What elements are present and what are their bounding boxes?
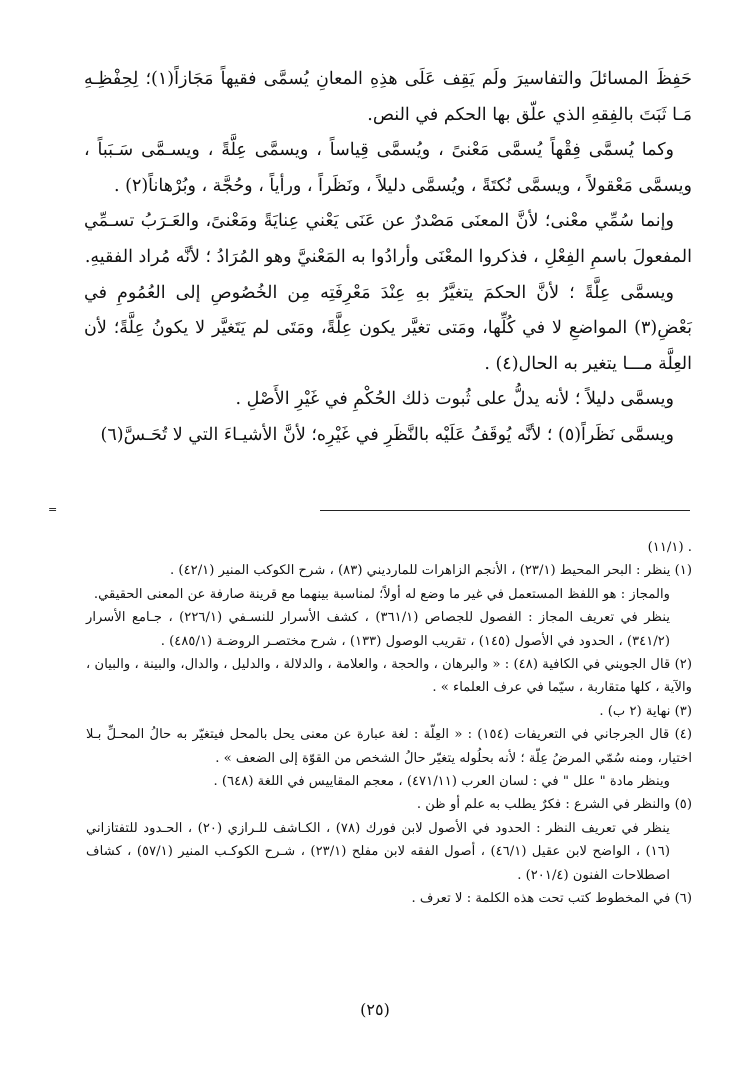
footnote-item: (٣) نهاية (٢ ب) .	[599, 703, 692, 719]
body-paragraph: ويسمَّى دليلاً ؛ لأنه يدلُّ على ثُبوت ذلك الحُكْمِ في غَيْرِ الأَصْلِ .	[235, 389, 674, 410]
footnote-item: . (١١/١)	[647, 540, 692, 555]
footnote-item: ينظر في تعريف النظر : الحدود في الأصول لابن فورك (٧٨) ، الكـاشف للـرازي (٢٠) ، الحـدود للتفتازاني (١٦) ، الواضح لابن عقيل (٤٦/١) ، أصول الفقه لابن مفلح (٢٣/١) ، شـرح الكوكـب المنير (٥٧/١) ، كشاف اصطلاحات الفنون (٢٠١/٤) .	[86, 820, 670, 883]
footnote-item: (٥) والنظر في الشرع : فكرٌ يطلب به علم أو ظن .	[416, 797, 692, 813]
footnote-item: (٦) في المخطوط كتب تحت هذه الكلمة : لا تعرف .	[411, 891, 692, 907]
footnote-item: (١) ينظر : البحر المحيط (٢٣/١) ، الأنجم الزاهرات للمارديني (٨٣) ، شرح الكوكب المنير (٤٢/١) .	[170, 563, 692, 579]
footnote-item: ينظر في تعريف المجاز : الفصول للجصاص (٣٦١/١) ، كشف الأسرار للنسـفي (٢٢٦/١) ، جـامع الأسرار (٣٤١/٢) ، الحدود في الأصول (١٤٥) ، تقريب الوصول (١٣٣) ، شرح مختصـر الروضـة (٤٨٥/١) .	[86, 610, 670, 649]
body-paragraph: وإنما سُمِّي معْنى؛ لأنَّ المعنَى مَصْدرٌ عن عَنَى يَعْني عِنايَةً ومَعْنىً، والعَـرَبُ تسـمِّي المفعولَ باسمِ الفِعْلِ ، فذكروا المعْنَى وأرادُوا به المَعْنيَّ وهو المُرَادُ ؛ لأنَّه مُراد الفقيهِ.	[84, 211, 692, 267]
body-paragraph: ويسمَّى عِلَّةً ؛ لأنَّ الحكمَ يتغيَّرُ بهِ عِنْدَ مَعْرِفَتِه مِن الخُصُوصِ إلى العُمُومِ في بَعْضِ(٣) المواضعِ لا في كُلِّها، ومَتى تغيَّر يكون عِلَّةً، ومَتَى لم يَتَغيَّر لا يكونُ عِلَّةً؛ لأن العِلَّة مـــا يتغير به الحال(٤) .	[84, 282, 692, 374]
body-paragraph: ويسمَّى نَظَراً(٥) ؛ لأنَّه يُوقَفُ عَلَيْه بالنَّظَرِ في غَيْرِه؛ لأنَّ الأشيـاءَ التي لا تُحَـسَّ(٦)	[100, 424, 674, 445]
footnote-item: والمجاز : هو اللفظ المستعمل في غير ما وضع له أولاً؛ لمناسبة بينهما مع قرينة صارفة عن المعنى الحقيقي.	[93, 586, 670, 602]
separator-mark: =	[48, 503, 58, 516]
footnotes	[86, 536, 692, 911]
footnote-item: وينظر مادة " علل " في : لسان العرب (٤٧١/١١) ، معجم المقاييس في اللغة (٦٤٨) .	[213, 774, 670, 790]
footnote-item: (٢) قال الجويني في الكافية (٤٨) : « والبرهان ، والحجة ، والعلامة ، والدلالة ، والدليل ، والدال، والبينة ، والبيان ، والآية ، كلها متقاربة ، سيّما في عرف العلماء » .	[86, 657, 692, 696]
main-text	[84, 62, 692, 454]
body-paragraph: حَفِظَ المسائلَ والتفاسيرَ ولَم يَقِف عَلَى هذِهِ المعانِ يُسمَّى فقيهاً مَجَازاً(١)؛ لِحِفْظِـهِ مَـا ثَبَتَ بالفِقهِ الذي علّق بها الحكم في النص.	[84, 69, 692, 125]
footnote-item: (٤) قال الجرجاني في التعريفات (١٥٤) : « العِلّة : لغة عبارة عن معنى يحل بالمحل فيتغيّر به حالُ المحـلِّ بـلا اختيار، ومنه سُمّي المرضُ عِلّة ؛ لأنه بحلُوله يتغيّر حالُ الشخص من القوّة إلى الضعف » .	[86, 727, 692, 766]
body-paragraph: وكما يُسمَّى فِقْهاً يُسمَّى مَعْنىً ، ويُسمَّى قِياساً ، ويسمَّى عِلَّةً ، ويسـمَّى سَـبَباً ، ويسمَّى مَعْقولاً ، ويسمَّى نُكتَةً ، ويُسمَّى دليلاً ، ونَظَراً ، ورأياً ، وحُجَّة ، وبُرْهاناً(٢) .	[84, 140, 692, 196]
footnote-separator	[320, 510, 690, 511]
page-number: (٢٥)	[360, 1000, 390, 1019]
